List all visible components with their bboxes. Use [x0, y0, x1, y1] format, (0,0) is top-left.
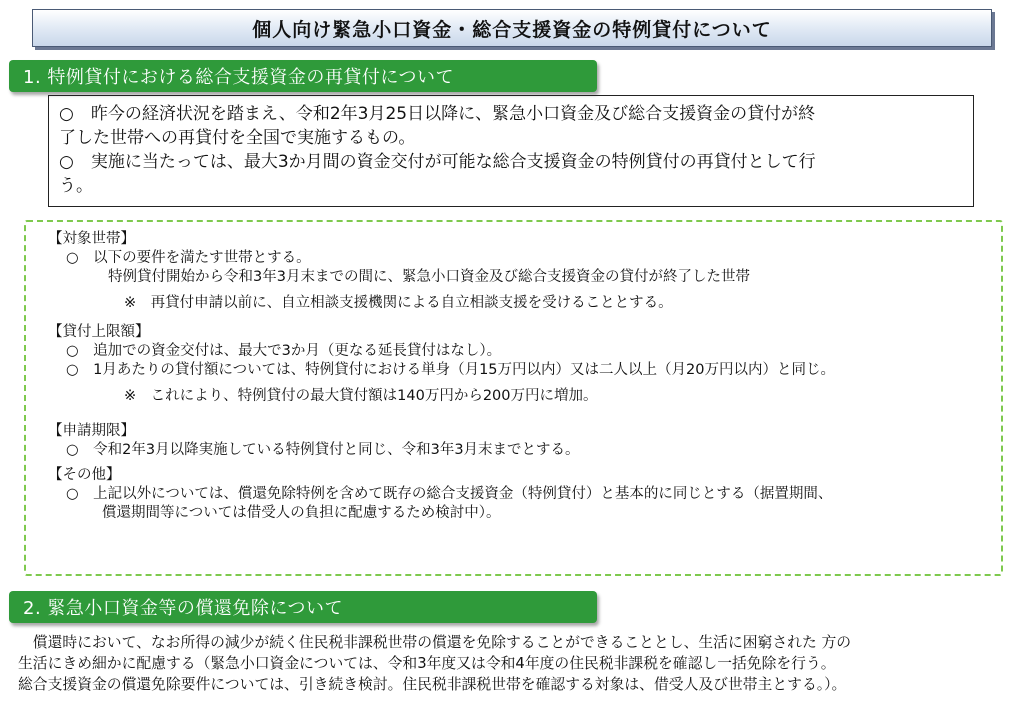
- period-heading: 【申請期限】: [48, 423, 135, 439]
- limit-note: ※ これにより、特例貸付の最大貸付額は140万円から200万円に増加。: [124, 388, 598, 404]
- section-2-line-1: 償還時において、なお所得の減少が続く住民税非課税世帯の償還を免除することができることとし、生活に困窮された 方の: [18, 634, 852, 651]
- other-item: ○ 上記以外については、償還免除特例を含めて既存の総合支援資金（特例貸付）と基本的に同じとする（据置期間、: [66, 486, 833, 502]
- page-title-text: 個人向け緊急小口資金・総合支援資金の特例貸付について: [252, 18, 772, 41]
- summary-line-3: ○ 実施に当たっては、最大3か月間の資金交付が可能な総合支援資金の特例貸付の再貸付として行: [59, 152, 816, 172]
- section-2-heading: [9, 591, 597, 623]
- target-heading: 【対象世帯】: [48, 231, 135, 247]
- period-item: ○ 令和2年3月以降実施している特例貸付と同じ、令和3年3月末までとする。: [66, 442, 580, 458]
- other-heading: 【その他】: [48, 467, 121, 483]
- limit-heading: 【貸付上限額】: [48, 324, 150, 340]
- summary-line-4: う。: [59, 176, 93, 196]
- other-item-continued: 償還期間等については借受人の負担に配慮するため検討中）。: [102, 505, 501, 521]
- target-item: ○ 以下の要件を満たす世帯とする。: [66, 250, 311, 266]
- summary-line-2: 了した世帯への再貸付を全国で実施するもの。: [59, 128, 416, 148]
- details-box: [24, 220, 1003, 576]
- target-note: ※ 再貸付申請以前に、自立相談支援機関による自立相談支援を受けることとする。: [124, 295, 673, 311]
- target-condition: 特例貸付開始から令和3年3月末までの間に、緊急小口資金及び総合支援資金の貸付が終了した世帯: [108, 269, 750, 285]
- section-1-heading: [9, 60, 597, 92]
- limit-item-2: ○ 1月あたりの貸付額については、特例貸付における単身（月15万円以内）又は二人以上（月20万円以内）と同じ。: [66, 362, 835, 378]
- section-2-body: [18, 632, 1018, 695]
- section-2-heading-text: 2. 緊急小口資金等の償還免除について: [23, 598, 344, 619]
- summary-line-1: ○ 昨今の経済状況を踏まえ、令和2年3月25日以降に、緊急小口資金及び総合支援資金の貸付が終: [59, 104, 816, 124]
- section-2-line-2: 生活にきめ細かに配慮する（緊急小口資金については、令和3年度又は令和4年度の住民税非課税を確認し一括免除を行う。: [18, 655, 836, 672]
- page-title: [32, 9, 992, 47]
- limit-item-1: ○ 追加での資金交付は、最大で3か月（更なる延長貸付はなし）。: [66, 343, 502, 359]
- section-1-heading-text: 1. 特例貸付における総合支援資金の再貸付について: [23, 67, 455, 88]
- summary-box: [48, 95, 974, 207]
- section-2-line-3: 総合支援資金の償還免除要件については、引き続き検討。住民税非課税世帯を確認する対象は、借受人及び世帯主とする。）。: [18, 676, 847, 693]
